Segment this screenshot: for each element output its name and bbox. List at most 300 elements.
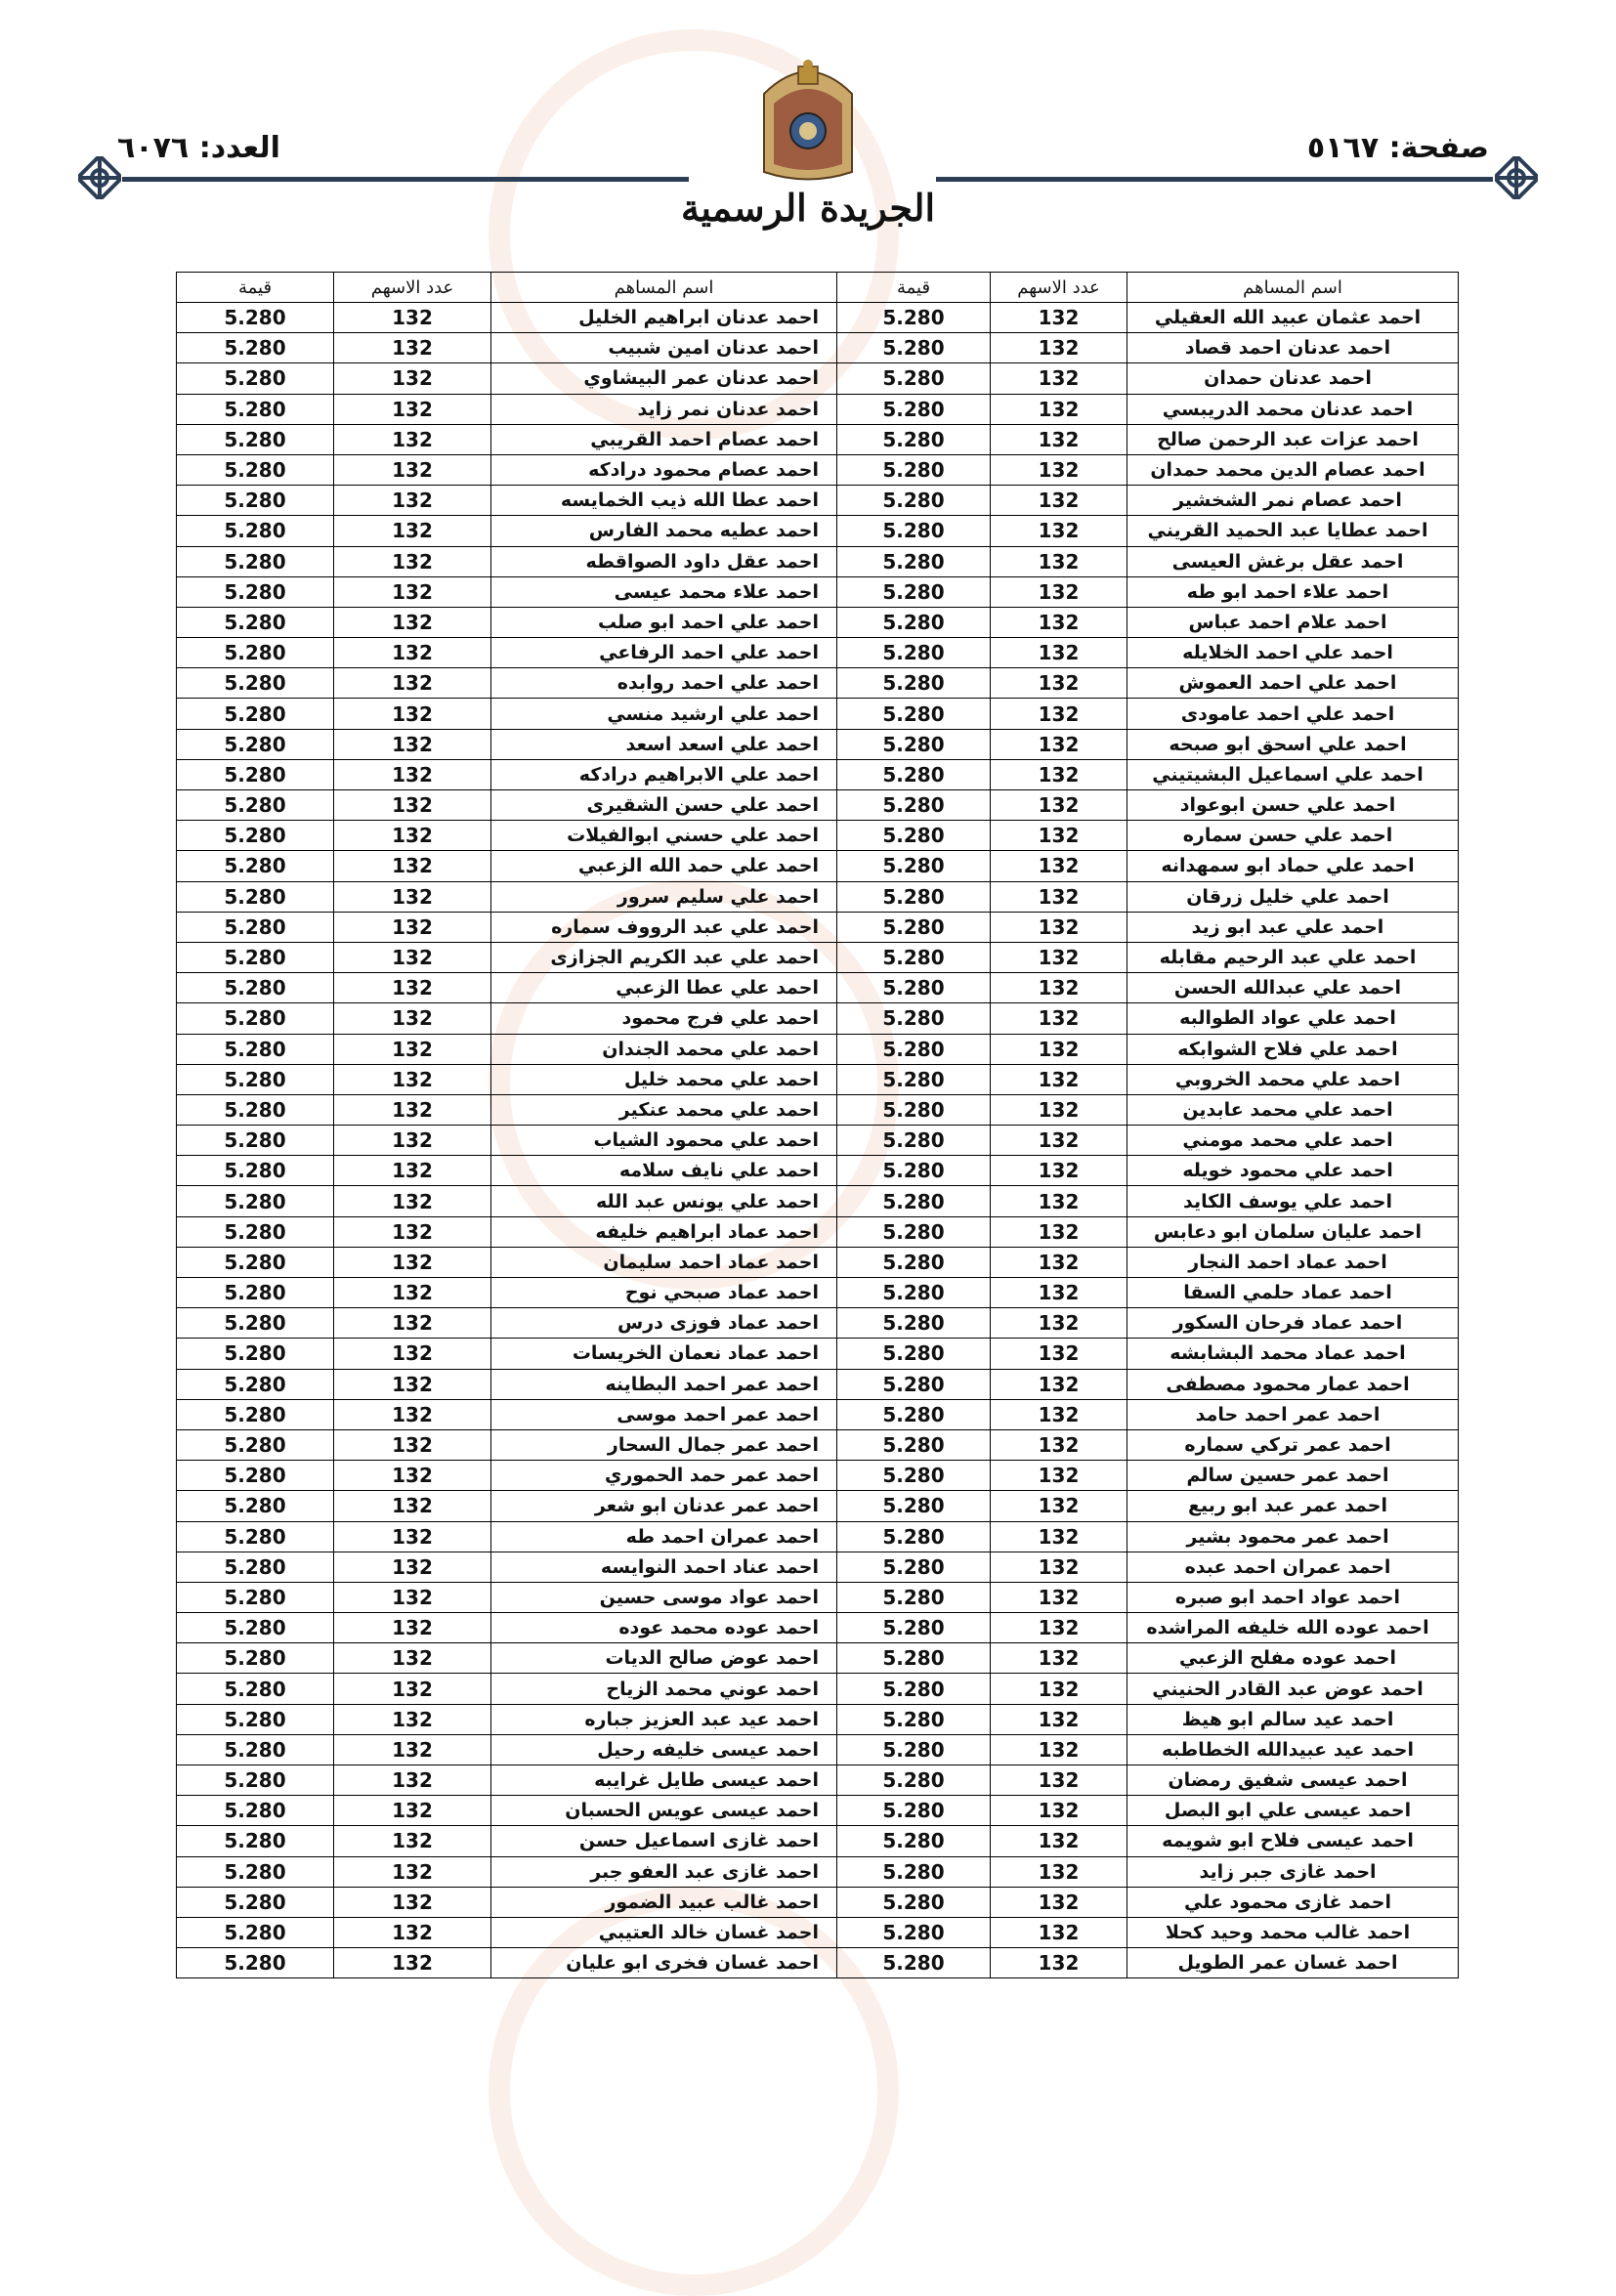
share-value: 5.280 [177,1734,334,1765]
share-value: 5.280 [177,759,334,789]
share-value: 5.280 [837,1216,991,1247]
table-row [177,1247,1459,1277]
table-row [177,668,1459,699]
table-row [177,1734,1459,1765]
table-row [177,1826,1459,1856]
table-row [177,333,1459,363]
share-value: 5.280 [177,1826,334,1856]
shareholder-name: احمد عصام احمد القريبي [491,424,837,454]
share-count: 132 [334,729,491,759]
table-row [177,1126,1459,1156]
shareholder-name: احمد علي محمد الخروبي [1127,1064,1459,1094]
table-row [177,546,1459,576]
share-value: 5.280 [837,1917,991,1947]
share-count: 132 [334,1948,491,1978]
share-count: 132 [991,1826,1127,1856]
shareholder-name: احمد علي احمد روابده [491,668,837,699]
share-count: 132 [334,1034,491,1064]
share-value: 5.280 [177,607,334,637]
table-row [177,1216,1459,1247]
share-count: 132 [334,1369,491,1399]
shareholder-name: احمد عماد حلمي السقا [1127,1278,1459,1308]
share-count: 132 [991,1247,1127,1277]
share-value: 5.280 [177,1094,334,1125]
share-value: 5.280 [177,912,334,942]
share-value: 5.280 [837,1126,991,1156]
share-value: 5.280 [177,851,334,881]
share-count: 132 [991,1369,1127,1399]
shareholder-name: احمد عزات عبد الرحمن صالح [1127,424,1459,454]
shareholder-name: احمد عثمان عبيد الله العقيلي [1127,303,1459,333]
share-value: 5.280 [177,1369,334,1399]
share-count: 132 [334,1278,491,1308]
shareholder-name: احمد علي محمد الجندان [491,1034,837,1064]
share-count: 132 [334,759,491,789]
share-value: 5.280 [837,851,991,881]
share-count: 132 [334,607,491,637]
share-count: 132 [334,1399,491,1429]
share-count: 132 [334,851,491,881]
table-row [177,1674,1459,1704]
share-count: 132 [334,1064,491,1094]
share-value: 5.280 [177,1674,334,1704]
table-row [177,1278,1459,1308]
share-value: 5.280 [177,546,334,576]
shareholder-name: احمد غسان عمر الطويل [1127,1948,1459,1978]
share-value: 5.280 [177,1856,334,1887]
share-count: 132 [991,1704,1127,1734]
share-count: 132 [334,790,491,821]
share-count: 132 [991,1186,1127,1216]
share-count: 132 [334,546,491,576]
share-value: 5.280 [837,576,991,607]
share-value: 5.280 [177,424,334,454]
share-value: 5.280 [177,1643,334,1674]
shareholder-name: احمد عيسى خليفه رحيل [491,1734,837,1765]
shareholder-name: احمد عمر احمد حامد [1127,1399,1459,1429]
shareholder-name: احمد عوض صالح الديات [491,1643,837,1674]
shareholder-name: احمد علي حمد الله الزعبي [491,851,837,881]
share-count: 132 [991,1034,1127,1064]
table-row [177,1552,1459,1582]
share-value: 5.280 [837,729,991,759]
shareholder-name: احمد غازى محمود علي [1127,1887,1459,1917]
shareholder-name: احمد عمر تركي سماره [1127,1429,1459,1460]
shareholder-name: احمد عماد ابراهيم خليفه [491,1216,837,1247]
shareholder-name: احمد علي الابراهيم درادكه [491,759,837,789]
share-value: 5.280 [177,1461,334,1491]
shareholder-name: احمد علي محمود الشياب [491,1126,837,1156]
share-value: 5.280 [837,1186,991,1216]
table-row [177,1796,1459,1826]
shareholder-name: احمد عمر جمال السحار [491,1429,837,1460]
shareholder-name: احمد عيد عبيدالله الخطاطبه [1127,1734,1459,1765]
share-value: 5.280 [837,668,991,699]
share-count: 132 [334,486,491,516]
share-count: 132 [991,1126,1127,1156]
share-value: 5.280 [177,486,334,516]
share-value: 5.280 [177,1765,334,1796]
share-count: 132 [334,1247,491,1277]
share-count: 132 [334,1552,491,1582]
share-value: 5.280 [177,303,334,333]
shareholder-name: احمد علي عبد الكريم الجزازى [491,942,837,972]
table-row [177,1369,1459,1399]
shareholder-name: احمد علي حسن ابوعواد [1127,790,1459,821]
shareholder-name: احمد عوني محمد الزياح [491,1674,837,1704]
share-value: 5.280 [177,1429,334,1460]
share-value: 5.280 [177,1247,334,1277]
shareholder-name: احمد علي عبد الرحيم مقابله [1127,942,1459,972]
share-value: 5.280 [837,1156,991,1186]
share-count: 132 [334,1734,491,1765]
share-count: 132 [991,1003,1127,1034]
share-count: 132 [991,973,1127,1003]
shareholder-name: احمد عماد صبحي نوح [491,1278,837,1308]
share-count: 132 [334,1917,491,1947]
table-row [177,1521,1459,1552]
share-count: 132 [334,1704,491,1734]
share-count: 132 [334,1308,491,1339]
share-count: 132 [991,1765,1127,1796]
shareholder-name: احمد غالب عبيد الضمور [491,1887,837,1917]
shareholder-name: احمد علي احمد عامودى [1127,699,1459,729]
shareholder-name: احمد عطا الله ذيب الخمايسه [491,486,837,516]
share-value: 5.280 [177,729,334,759]
share-count: 132 [991,790,1127,821]
shareholder-name: احمد علي فلاح الشوابكه [1127,1034,1459,1064]
share-count: 132 [334,1643,491,1674]
share-count: 132 [991,1582,1127,1612]
share-value: 5.280 [177,1156,334,1186]
shareholder-name: احمد غازى جبر زايد [1127,1856,1459,1887]
column-header: عدد الاسهم [991,273,1127,303]
share-count: 132 [334,668,491,699]
share-value: 5.280 [837,759,991,789]
shareholder-name: احمد عوده الله خليفه المراشده [1127,1613,1459,1643]
share-value: 5.280 [177,1064,334,1094]
share-value: 5.280 [837,790,991,821]
share-value: 5.280 [177,1216,334,1247]
shareholder-name: احمد غسان خالد العتيبي [491,1917,837,1947]
share-count: 132 [334,1491,491,1521]
share-count: 132 [991,607,1127,637]
share-value: 5.280 [837,821,991,851]
shareholder-name: احمد عمر احمد البطاينه [491,1369,837,1399]
share-value: 5.280 [177,1491,334,1521]
share-value: 5.280 [837,1796,991,1826]
share-value: 5.280 [177,1704,334,1734]
shareholder-name: احمد علي احمد الرفاعي [491,638,837,668]
shareholder-name: احمد عوض عبد القادر الحنيني [1127,1674,1459,1704]
share-count: 132 [334,699,491,729]
shareholder-name: احمد عقل برغش العيسى [1127,546,1459,576]
share-value: 5.280 [177,881,334,912]
share-value: 5.280 [837,1094,991,1125]
shareholder-name: احمد علي احمد الخلايله [1127,638,1459,668]
share-count: 132 [991,759,1127,789]
shareholder-name: احمد علي محمود خويله [1127,1156,1459,1186]
share-count: 132 [991,516,1127,546]
shareholder-name: احمد عدنان احمد قصاد [1127,333,1459,363]
shareholder-name: احمد علام احمد عباس [1127,607,1459,637]
share-value: 5.280 [177,1399,334,1429]
table-row [177,699,1459,729]
share-count: 132 [334,942,491,972]
table-row [177,1339,1459,1369]
table-row [177,729,1459,759]
table-row [177,1399,1459,1429]
share-value: 5.280 [837,1734,991,1765]
table-row [177,1064,1459,1094]
share-value: 5.280 [837,912,991,942]
shareholder-name: احمد عمر عبد ابو ربيع [1127,1491,1459,1521]
shareholder-name: احمد عدنان امين شبيب [491,333,837,363]
share-count: 132 [334,1826,491,1856]
shareholder-name: احمد عليان سلمان ابو دعابس [1127,1216,1459,1247]
share-count: 132 [991,1216,1127,1247]
shareholder-name: احمد عمران احمد عبده [1127,1552,1459,1582]
share-value: 5.280 [177,1613,334,1643]
shareholder-name: احمد علاء احمد ابو طه [1127,576,1459,607]
share-value: 5.280 [177,638,334,668]
share-value: 5.280 [837,973,991,1003]
share-value: 5.280 [837,516,991,546]
shareholder-name: احمد عيسى طايل غرايبه [491,1765,837,1796]
share-count: 132 [334,303,491,333]
share-value: 5.280 [177,333,334,363]
share-value: 5.280 [177,973,334,1003]
knot-ornament-icon [1495,156,1538,199]
shareholder-name: احمد غازى اسماعيل حسن [491,1826,837,1856]
share-count: 132 [334,394,491,424]
share-count: 132 [991,1094,1127,1125]
shareholder-name: احمد عمار محمود مصطفى [1127,1369,1459,1399]
shareholder-name: احمد علي حماد ابو سمهدانه [1127,851,1459,881]
share-value: 5.280 [177,942,334,972]
share-count: 132 [991,1308,1127,1339]
share-count: 132 [991,881,1127,912]
share-count: 132 [334,1156,491,1186]
share-value: 5.280 [177,1003,334,1034]
share-count: 132 [991,486,1127,516]
share-count: 132 [991,1156,1127,1186]
share-count: 132 [334,424,491,454]
share-count: 132 [991,333,1127,363]
column-header: اسم المساهم [1127,273,1459,303]
share-count: 132 [991,1917,1127,1947]
shareholder-name: احمد علي نايف سلامه [491,1156,837,1186]
shareholder-name: احمد غازى عبد العفو جبر [491,1856,837,1887]
share-count: 132 [991,1948,1127,1978]
table-row [177,881,1459,912]
share-count: 132 [991,303,1127,333]
table-row [177,486,1459,516]
share-value: 5.280 [177,821,334,851]
table-row [177,973,1459,1003]
share-value: 5.280 [837,546,991,576]
share-count: 132 [334,912,491,942]
share-count: 132 [334,1461,491,1491]
table-row [177,821,1459,851]
shareholder-name: احمد عدنان محمد الدريبسي [1127,394,1459,424]
share-value: 5.280 [837,1826,991,1856]
share-count: 132 [334,333,491,363]
shareholder-name: احمد عيسى شفيق رمضان [1127,1765,1459,1796]
shareholder-name: احمد عمر حسين سالم [1127,1461,1459,1491]
share-value: 5.280 [837,1856,991,1887]
share-value: 5.280 [177,1917,334,1947]
share-count: 132 [991,942,1127,972]
shareholder-name: احمد عمر احمد موسى [491,1399,837,1429]
shareholder-name: احمد عدنان ابراهيم الخليل [491,303,837,333]
share-count: 132 [334,1339,491,1369]
share-count: 132 [991,363,1127,394]
share-count: 132 [334,1216,491,1247]
share-value: 5.280 [177,1126,334,1156]
shareholder-name: احمد عمر عدنان ابو شعر [491,1491,837,1521]
share-value: 5.280 [837,1521,991,1552]
share-value: 5.280 [837,1887,991,1917]
share-count: 132 [334,1429,491,1460]
shareholder-name: احمد علاء محمد عيسى [491,576,837,607]
share-value: 5.280 [837,1034,991,1064]
shareholder-name: احمد علي محمد عابدين [1127,1094,1459,1125]
shareholder-name: احمد علي عبد ابو زيد [1127,912,1459,942]
shareholder-name: احمد علي يونس عبد الله [491,1186,837,1216]
table-row [177,1003,1459,1034]
share-count: 132 [334,1765,491,1796]
share-count: 132 [991,1613,1127,1643]
share-value: 5.280 [837,333,991,363]
share-value: 5.280 [177,1308,334,1339]
share-value: 5.280 [837,1674,991,1704]
share-count: 132 [991,424,1127,454]
share-value: 5.280 [837,1582,991,1612]
table-row [177,516,1459,546]
shareholder-name: احمد عطايا عبد الحميد القريني [1127,516,1459,546]
share-count: 132 [334,881,491,912]
table-row [177,1948,1459,1978]
share-count: 132 [334,1126,491,1156]
table-row [177,851,1459,881]
share-value: 5.280 [837,1613,991,1643]
share-count: 132 [991,821,1127,851]
shareholder-name: احمد عدنان عمر البيشاوي [491,363,837,394]
share-value: 5.280 [177,790,334,821]
share-value: 5.280 [837,1308,991,1339]
table-row [177,1094,1459,1125]
share-count: 132 [991,1339,1127,1369]
shareholder-name: احمد عوده محمد عوده [491,1613,837,1643]
share-count: 132 [991,576,1127,607]
table-row [177,942,1459,972]
shareholder-name: احمد علي عطا الزعبي [491,973,837,1003]
shareholder-name: احمد عماد نعمان الخريسات [491,1339,837,1369]
column-header: اسم المساهم [491,273,837,303]
share-count: 132 [991,1461,1127,1491]
table-row [177,759,1459,789]
share-value: 5.280 [837,1491,991,1521]
table-row [177,1856,1459,1887]
share-value: 5.280 [177,1796,334,1826]
share-value: 5.280 [837,1339,991,1369]
shareholder-name: احمد علي اسماعيل البشيتيني [1127,759,1459,789]
shareholder-name: احمد علي محمد مومني [1127,1126,1459,1156]
share-value: 5.280 [837,1552,991,1582]
share-value: 5.280 [837,1003,991,1034]
table-row [177,1491,1459,1521]
table-row [177,1034,1459,1064]
shareholder-name: احمد عماد احمد سليمان [491,1247,837,1277]
share-value: 5.280 [177,1521,334,1552]
shareholder-name: احمد علي عبد الرووف سماره [491,912,837,942]
share-value: 5.280 [837,1399,991,1429]
share-value: 5.280 [177,1034,334,1064]
share-value: 5.280 [837,303,991,333]
table-row [177,1643,1459,1674]
shareholder-name: احمد عقل داود الصواقطه [491,546,837,576]
share-count: 132 [991,1064,1127,1094]
issue-number-label: العدد: ٦٠٧٦ [117,131,280,165]
share-value: 5.280 [837,424,991,454]
table-row [177,1704,1459,1734]
share-value: 5.280 [837,363,991,394]
share-count: 132 [334,1856,491,1887]
share-count: 132 [334,1613,491,1643]
share-count: 132 [334,1582,491,1612]
share-count: 132 [334,516,491,546]
share-value: 5.280 [177,1278,334,1308]
share-value: 5.280 [177,576,334,607]
share-value: 5.280 [837,394,991,424]
shareholder-name: احمد عيد سالم ابو هيظ [1127,1704,1459,1734]
share-count: 132 [334,576,491,607]
share-value: 5.280 [837,1643,991,1674]
table-row [177,1308,1459,1339]
shareholder-name: احمد علي احمد العموش [1127,668,1459,699]
share-value: 5.280 [837,1765,991,1796]
shareholder-name: احمد عصام نمر الشخشير [1127,486,1459,516]
share-value: 5.280 [177,1582,334,1612]
shareholder-name: احمد عوده مفلح الزعبي [1127,1643,1459,1674]
share-count: 132 [334,821,491,851]
table-header-row [177,273,1459,303]
share-value: 5.280 [177,1339,334,1369]
share-value: 5.280 [177,1552,334,1582]
shareholder-name: احمد علي ارشيد منسي [491,699,837,729]
knot-ornament-icon [78,156,121,199]
share-count: 132 [991,638,1127,668]
share-value: 5.280 [837,607,991,637]
share-count: 132 [991,912,1127,942]
shareholders-table [176,272,1459,1978]
shareholder-name: احمد عدنان نمر زايد [491,394,837,424]
shareholder-name: احمد علي اسعد اسعد [491,729,837,759]
coat-of-arms-icon [754,55,862,188]
table-row [177,1461,1459,1491]
share-value: 5.280 [177,1887,334,1917]
shareholder-name: احمد عمر حمد الحموري [491,1461,837,1491]
shareholder-name: احمد علي احمد ابو صلب [491,607,837,637]
shareholder-name: احمد عيسى علي ابو البصل [1127,1796,1459,1826]
share-count: 132 [991,454,1127,485]
share-count: 132 [334,1003,491,1034]
shareholder-name: احمد عصام محمود درادكه [491,454,837,485]
share-count: 132 [991,668,1127,699]
share-count: 132 [991,546,1127,576]
share-count: 132 [991,1399,1127,1429]
